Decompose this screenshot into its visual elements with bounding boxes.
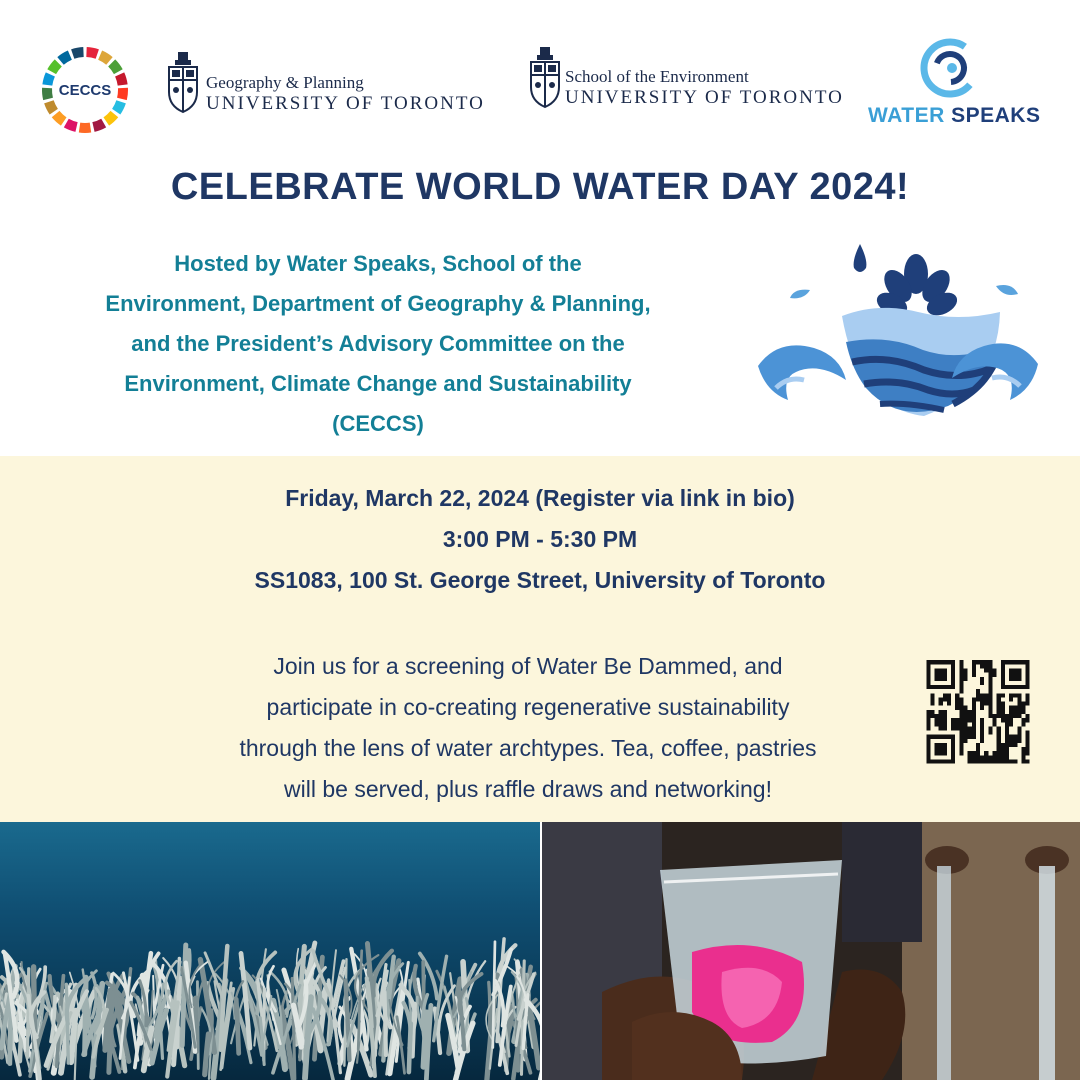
event-description [140, 646, 916, 810]
water-speaks-wave-icon [920, 38, 980, 98]
description-line: participate in co-creating regenerative sustainability [266, 694, 790, 720]
hosted-by-line: and the President’s Advisory Committee on the [131, 331, 625, 356]
water-speaks-word2: SPEAKS [951, 104, 1041, 127]
event-date: Friday, March 22, 2024 (Register via link in bio) [285, 485, 795, 511]
hosted-by-line: Environment, Department of Geography & Planning, [105, 291, 651, 316]
description-line: will be served, plus raffle draws and networking! [284, 776, 772, 802]
hosted-by-text [40, 244, 716, 444]
event-location: SS1083, 100 St. George Street, University of Toronto [254, 567, 826, 593]
ceccs-logo-text: CECCS [58, 81, 112, 99]
environment-dept-label: School of the Environment [565, 67, 749, 86]
uoft-crest-icon [166, 50, 200, 116]
water-speaks-wordmark [868, 104, 1040, 128]
page-title: CELEBRATE WORLD WATER DAY 2024! [170, 166, 910, 208]
event-time: 3:00 PM - 5:30 PM [442, 526, 638, 552]
geography-dept-label: Geography & Planning [206, 73, 364, 92]
hosted-by-line: Environment, Climate Change and Sustainability [124, 371, 632, 396]
environment-university-label: UNIVERSITY OF TORONTO [565, 87, 844, 108]
event-details [0, 478, 1080, 601]
qr-code-icon [918, 656, 1038, 772]
coral-reef-photo [0, 822, 540, 1080]
description-line: Join us for a screening of Water Be Dammed, and [273, 653, 783, 679]
glass-of-water-photo [542, 822, 1080, 1080]
hosted-by-line: Hosted by Water Speaks, School of the [174, 251, 582, 276]
hosted-by-line: (CECCS) [332, 411, 424, 436]
geography-university-label: UNIVERSITY OF TORONTO [206, 93, 485, 114]
water-bowl-illustration [748, 238, 1048, 430]
water-speaks-word1: WATER [868, 104, 945, 127]
description-line: through the lens of water archtypes. Tea, coffee, pastries [239, 735, 817, 761]
uoft-crest-icon [528, 45, 562, 111]
